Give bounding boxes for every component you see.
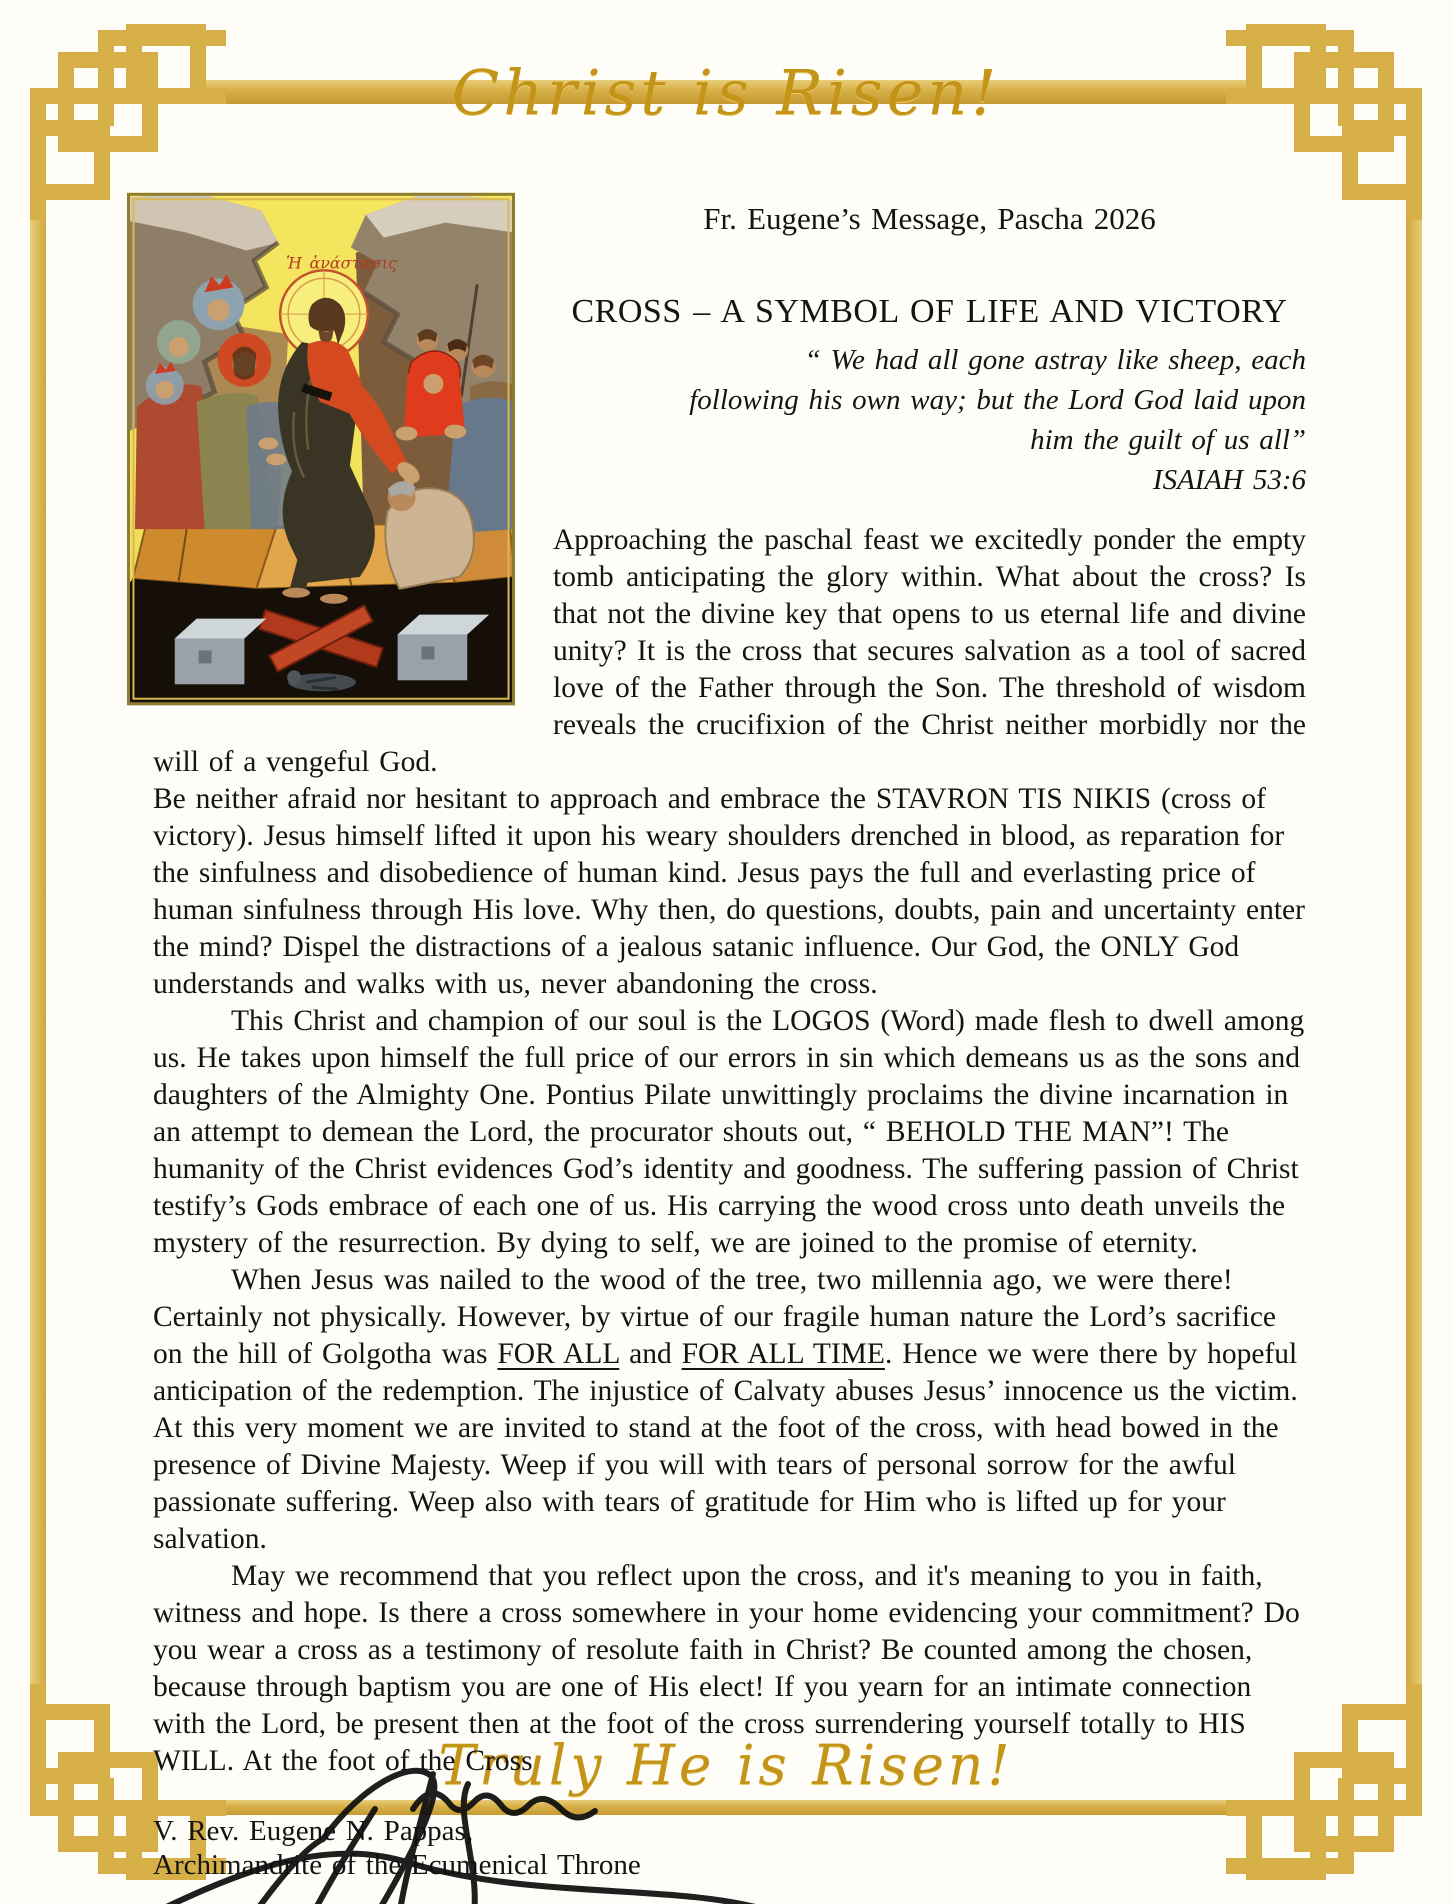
frame-right-bar: [1406, 218, 1422, 1686]
frame-left-bar: [30, 218, 46, 1686]
letter-body: [153, 186, 1306, 1882]
paragraph-3-text: When Jesus was nailed to the wood of the tree, two millennia ago, we were there! Certainly not physically. However, by virtue of our fragile human nature the Lord’s sacrifice on the hill of Golgotha was: [153, 1264, 1277, 1370]
quote-line: him the guilt of us all”: [1030, 424, 1306, 456]
paragraph-3-text: and: [619, 1338, 682, 1370]
top-banner-christ-is-risen: Christ is Risen!: [451, 56, 1001, 129]
signatory-name: V. Rev. Eugene N. Pappas,: [153, 1815, 474, 1847]
paragraph-3-text: . Hence we were there by hopeful anticipation of the redemption. The injustice of Calvaty abuses Jesus’ innocence us the victim. At this very moment we are invited to stand at the foot of the cross, with head bowed in the presence of Divine Majesty. Weep if you will with tears of personal sorrow for the awful passionate suffering. Weep also with tears of gratitude for Him who is lifted up for your salvation.: [153, 1338, 1298, 1555]
underlined-for-all-time: FOR ALL TIME: [681, 1338, 885, 1370]
icon-inscription: Ἡ ἀνάστασις: [286, 253, 398, 273]
message-title: CROSS – A SYMBOL OF LIFE AND VICTORY: [571, 293, 1288, 330]
hades-pit: [127, 577, 515, 705]
paragraph-2: This Christ and champion of our soul is the LOGOS (Word) made flesh to dwell among us. He takes upon himself the full price of our errors in sin which demeans us as the sons and daughters of the Almighty One. Pontius Pilate unwittingly proclaims the divine incarnation in an attempt to demean the Lord, the procurator shouts out, “ BEHOLD THE MAN”! The humanity of the Christ evidences God’s identity and goodness. The suffering passion of Christ testify’s Gods embrace of each one of us. His carrying the wood cross unto death unveils the mystery of the resurrection. By dying to self, we are joined to the promise of eternity.: [153, 1005, 1305, 1259]
paragraph-3: [153, 1262, 1306, 1558]
quote-line: following his own way; but the Lord God laid upon: [689, 384, 1306, 416]
paragraph-1: Be neither afraid nor hesitant to approach and embrace the STAVRON TIS NIKIS (cross of victory). Jesus himself lifted it upon his weary shoulders drenched in blood, as reparation for the sinfulness and disobedience of human kind. Jesus pays the full and everlasting price of human sinfulness through His love. Why then, do questions, doubts, pain and uncertainty enter the mind? Dispel the distractions of a jealous satanic influence. Our God, the ONLY God understands and walks with us, never abandoning the cross.: [153, 783, 1305, 1000]
message-heading: Fr. Eugene’s Message, Pascha 2026: [703, 201, 1156, 236]
quote-citation: ISAIAH 53:6: [1152, 464, 1306, 496]
resurrection-icon-image: [127, 192, 515, 706]
signatory-title: Archimandrite of the Ecumenical Throne: [153, 1849, 641, 1881]
paragraph-intro: Approaching the paschal feast we excitedly ponder the empty tomb anticipating the glory within. What about the cross? Is that not the divine key that opens to us eternal life and divine unity? It is the cross that secures salvation as a tool of sacred love of the Father through the Son. The threshold of wisdom reveals the crucifixion of the Christ neither morbidly nor the will of a vengeful God.: [153, 524, 1306, 778]
bottom-banner-truly-he-is-risen: Truly He is Risen!: [438, 1733, 1014, 1797]
paragraph-4: May we recommend that you reflect upon the cross, and it's meaning to you in faith, witness and hope. Is there a cross somewhere in your home evidencing your commitment? Do you wear a cross as a testimony of resolute faith in Christ? Be counted among the chosen, because through baptism you are one of His elect! If you yearn for an intimate connection with the Lord, be present then at the foot of the cross surrendering yourself totally to HIS WILL. At the foot of the Cross: [153, 1560, 1300, 1777]
quote-line: “ We had all gone astray like sheep, each: [804, 344, 1306, 376]
underlined-for-all: FOR ALL: [497, 1338, 620, 1370]
signature-block: [153, 1814, 1306, 1882]
